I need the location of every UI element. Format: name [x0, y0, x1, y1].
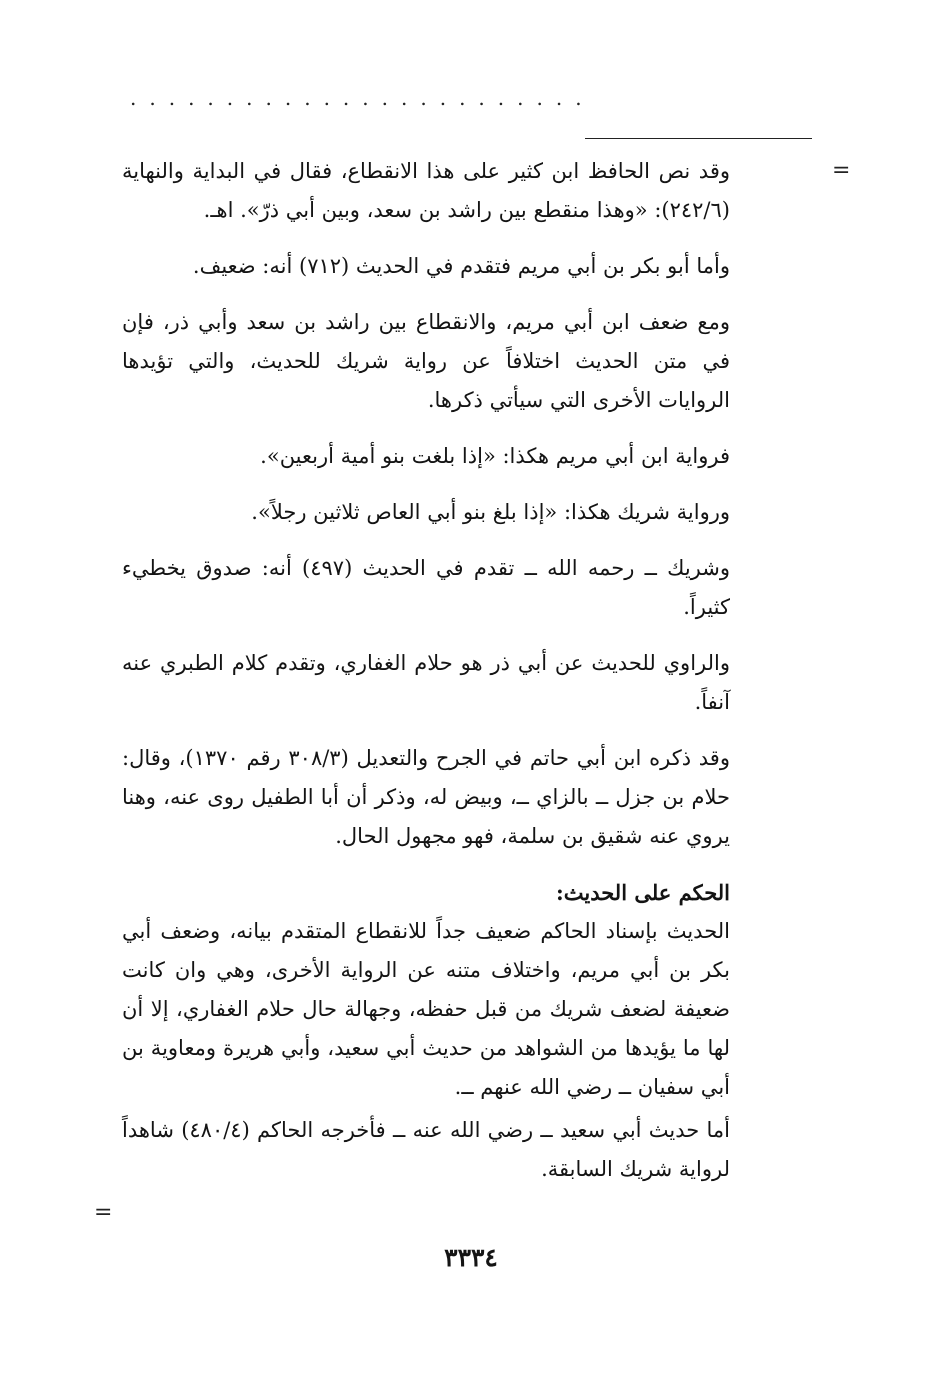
page-body: [122, 152, 730, 1206]
paragraph-ibn-abi-maryam-wording: فرواية ابن أبي مريم هكذا: «إذا بلغت بنو أمية أربعين».: [260, 444, 730, 468]
paragraph-ibn-abi-hatim: وقد ذكره ابن أبي حاتم في الجرح والتعديل (٣٠٨/٣ رقم ١٣٧٠)، وقال: حلام بن جزل ــ بالزاي ــ، وبيض له، وذكر أن أبا الطفيل روى عنه، وهنا يروي عنه شقيق بن سلمة، فهو مجهول الحال.: [122, 746, 730, 848]
page-number: ٣٣٣٤: [444, 1243, 498, 1272]
paragraph-narrator: والراوي للحديث عن أبي ذر هو حلام الغفاري، وتقدم كلام الطبري عنه آنفاً.: [122, 651, 730, 714]
paragraph-sharik-wording: ورواية شريك هكذا: «إذا بلغ بنو أبي العاص ثلاثين رجلاً».: [251, 500, 730, 524]
margin-mark-top: =: [832, 158, 851, 183]
dotted-separator: ........................: [130, 88, 595, 108]
ruling-followup: أما حديث أبي سعيد ــ رضي الله عنه ــ فأخرجه الحاكم (٤٨٠/٤) شاهداً لرواية شريك السابقة.: [122, 1118, 730, 1181]
paragraph-abu-bakr: وأما أبو بكر بن أبي مريم فتقدم في الحديث (٧١٢) أنه: ضعيف.: [192, 254, 730, 278]
margin-mark-bottom: =: [94, 1200, 113, 1225]
ruling-heading: الحكم على الحديث:: [556, 880, 730, 905]
paragraph-ibn-kathir: وقد نص الحافظ ابن كثير على هذا الانقطاع، فقال في البداية والنهاية (٢٤٢/٦): «وهذا منقطع بين راشد بن سعد، وبين أبي ذرّ». اهـ.: [122, 159, 730, 222]
paragraph-sharik-grade: وشريك ــ رحمه الله ــ تقدم في الحديث (٤٩٧) أنه: صدوق يخطيء كثيراً.: [122, 556, 730, 619]
footnote-rule: [585, 138, 812, 139]
paragraph-text-difference: ومع ضعف ابن أبي مريم، والانقطاع بين راشد بن سعد وأبي ذر، فإن في متن الحديث اختلافاً عن رواية شريك للحديث، والتي تؤيدها الروايات الأخرى التي سيأتي ذكرها.: [122, 310, 730, 412]
ruling-text: الحديث بإسناد الحاكم ضعيف جداً للانقطاع المتقدم بيانه، وضعف أبي بكر بن أبي مريم، واختلاف متنه عن الرواية الأخرى، وهي وان كانت ضعيفة لضعف شريك من قبل حفظه، وجهالة حال حلام الغفاري، إلا أن لها ما يؤيدها من الشواهد من حديث أبي سعيد، وأبي هريرة ومعاوية بن أبي سفيان ــ رضي الله عنهم ــ.: [122, 919, 730, 1099]
